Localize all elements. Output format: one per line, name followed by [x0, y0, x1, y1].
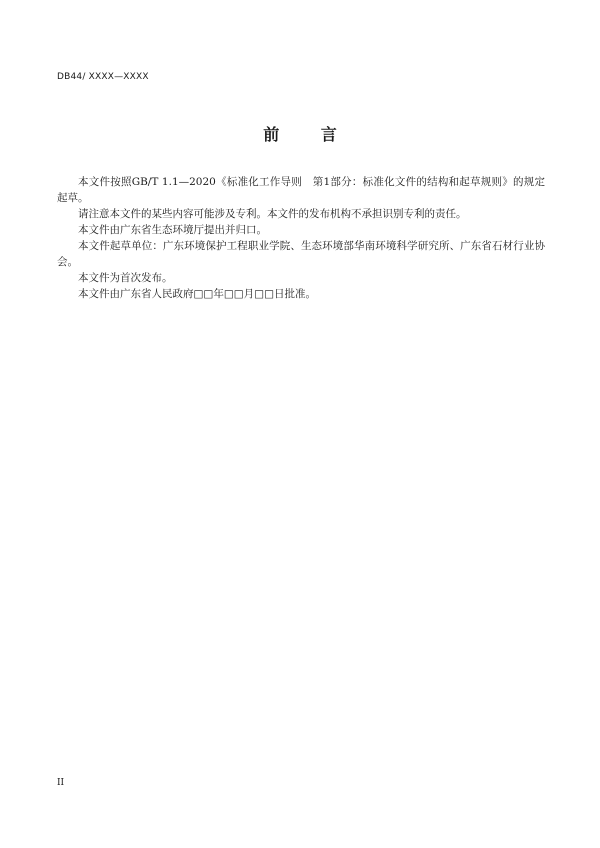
paragraph-patent-notice: 请注意本文件的某些内容可能涉及专利。本文件的发布机构不承担识别专利的责任。: [78, 208, 467, 220]
paragraph-first-release: 本文件为首次发布。: [78, 272, 173, 284]
foreword-body: [57, 174, 545, 302]
page-number: II: [57, 778, 65, 788]
paragraph-proposer: 本文件由广东省生态环境厅提出并归口。: [78, 224, 267, 236]
paragraph-drafting-rules: 本文件按照GB/T 1.1—2020《标准化工作导则 第1部分：标准化文件的结构和起草规则》的规定起草。: [57, 176, 545, 204]
document-code: DB44/ XXXX—XXXX: [57, 72, 149, 82]
paragraph-drafting-units: 本文件起草单位：广东环境保护工程职业学院、生态环境部华南环境科学研究所、广东省石材行业协会。: [57, 240, 545, 268]
paragraph-approval: 本文件由广东省人民政府□□年□□月□□日批准。: [78, 288, 317, 300]
page-title: 前 言: [263, 125, 355, 144]
